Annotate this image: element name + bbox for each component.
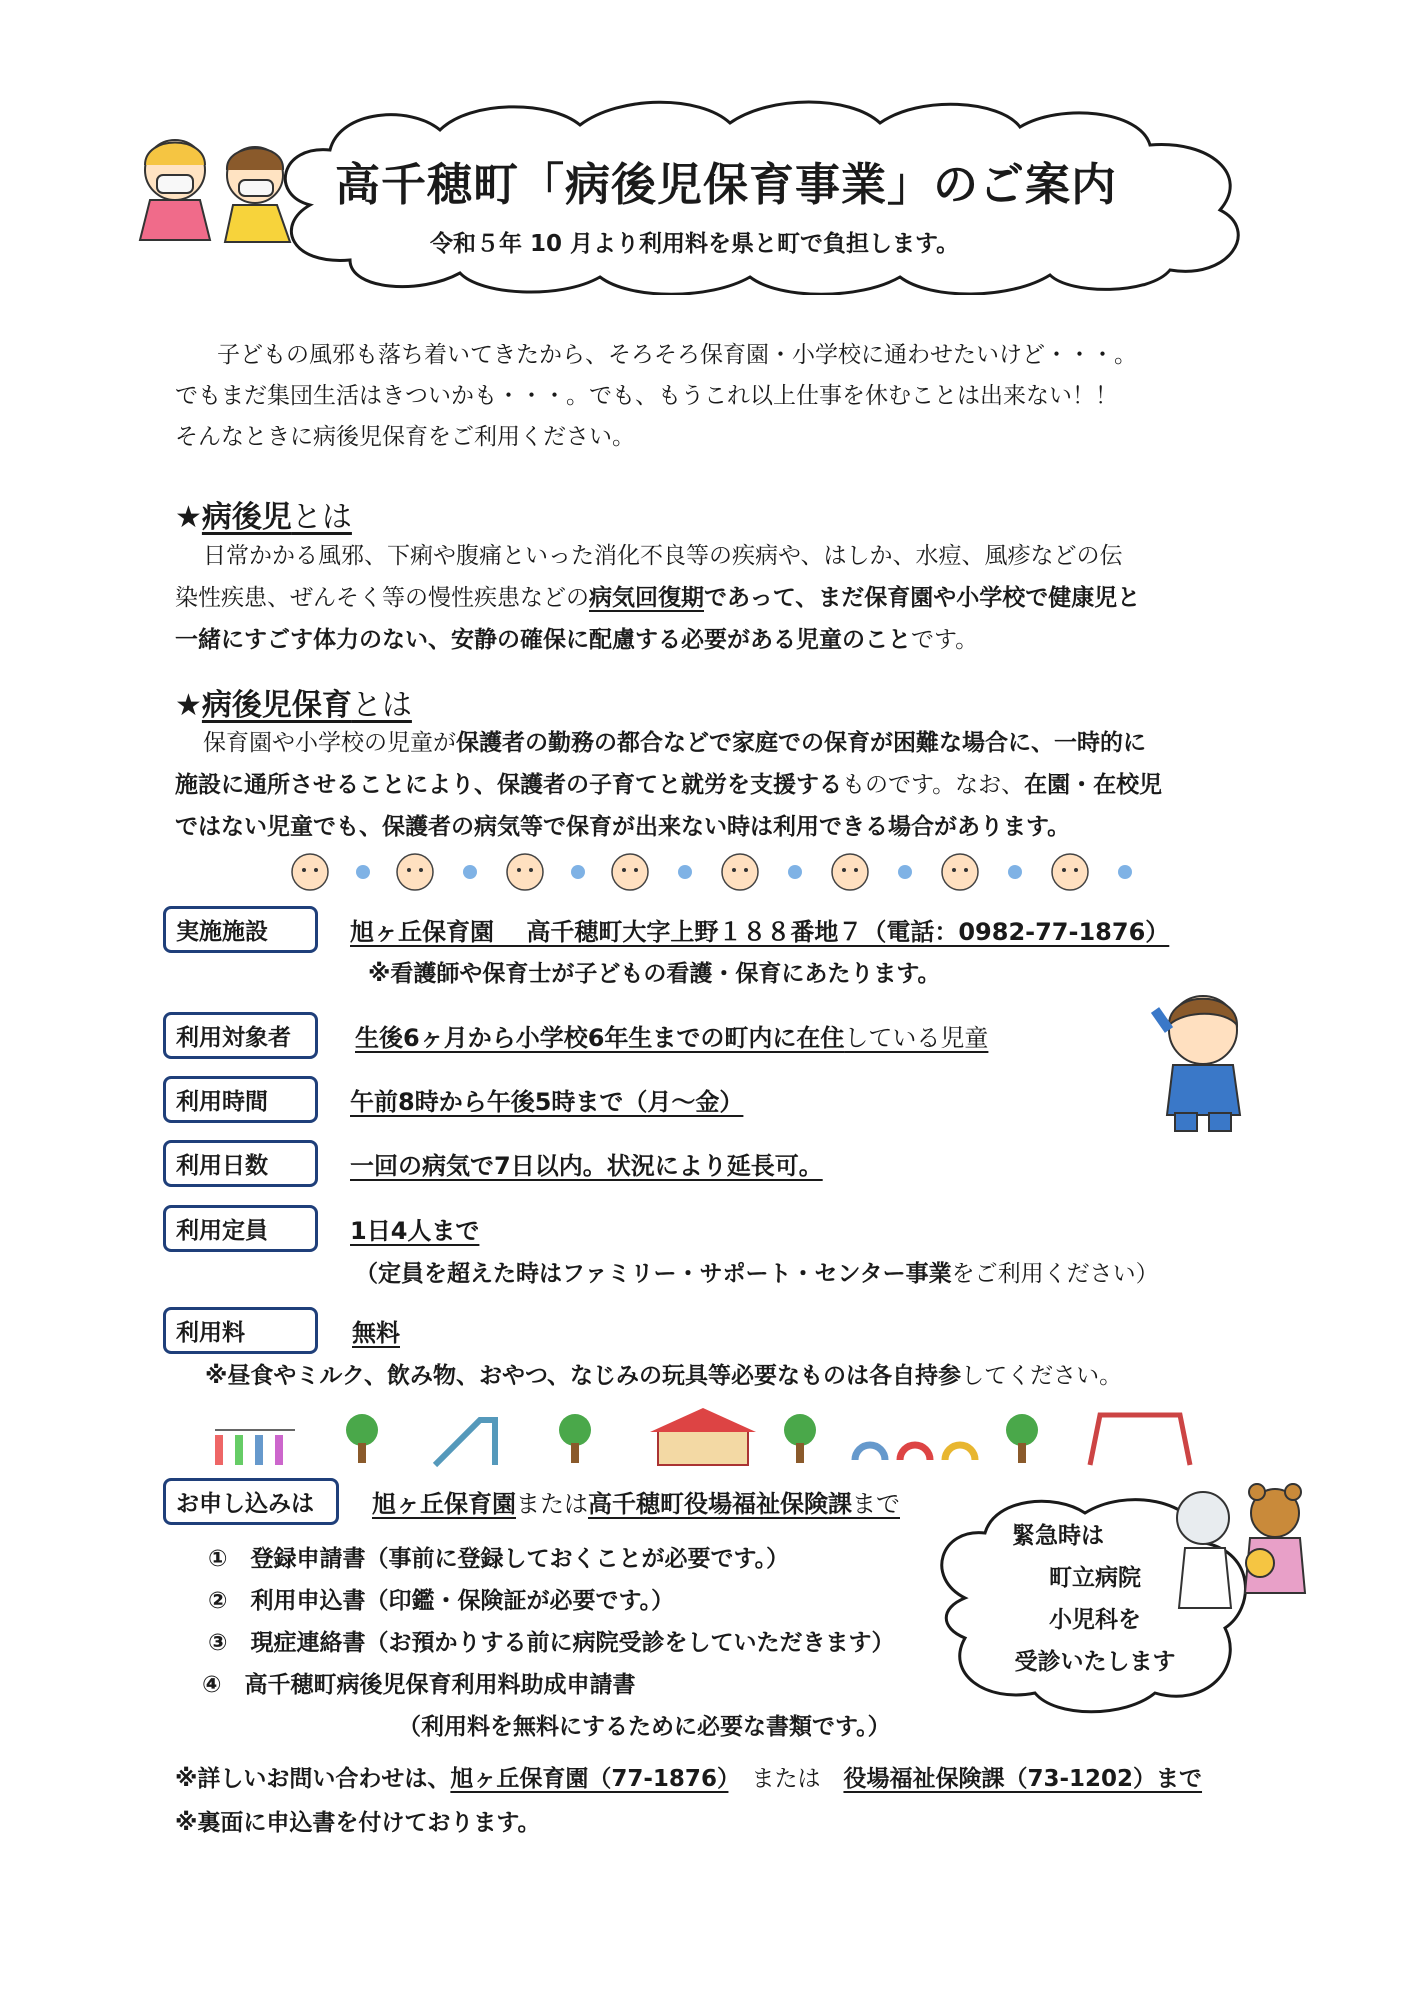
- list-item-note: （利用料を無料にするために必要な書類です。）: [398, 1714, 891, 1740]
- bubble-line: 小児科を: [1049, 1607, 1141, 1633]
- intro-paragraph: [175, 335, 1137, 458]
- text-span: ※昼食やミルク、飲み物、おやつ、なじみの玩具等必要なものは各自持参: [205, 1363, 962, 1389]
- capacity-value: 1日4人まで: [350, 1217, 480, 1245]
- text-span: してください。: [961, 1363, 1123, 1389]
- heading-rest: とは: [351, 688, 412, 723]
- faces-decoration-row: [285, 850, 1155, 895]
- text-span: 役場福祉保険課（73-1202）まで: [843, 1766, 1203, 1792]
- label-apply: お申し込みは: [163, 1478, 339, 1525]
- apply-orgs: [372, 1484, 900, 1519]
- heading-rest: とは: [291, 500, 352, 535]
- contact-line: [175, 1760, 1202, 1793]
- body-line: [175, 577, 1140, 619]
- heading-bold: 病後児保育: [201, 688, 352, 723]
- text-span: まで: [852, 1490, 900, 1518]
- text-span: 保護者の勤務の都合などで家庭での保育が困難な場合に、一時的に: [456, 730, 1146, 756]
- required-documents-list: [202, 1538, 895, 1748]
- bubble-line: 町立病院: [1049, 1565, 1141, 1591]
- text-span: または: [728, 1766, 844, 1792]
- label-days: 利用日数: [163, 1140, 318, 1187]
- text-span: をご利用ください）: [951, 1261, 1159, 1287]
- section2-body: [175, 722, 1162, 848]
- bubble-line: 受診いたします: [1014, 1649, 1176, 1675]
- fee-value: 無料: [352, 1319, 400, 1347]
- list-item: ② 利用申込書（印鑑・保険証が必要です。）: [208, 1588, 675, 1614]
- label-target: 利用対象者: [163, 1012, 318, 1059]
- section1-body: [175, 535, 1140, 661]
- text-span: （定員を超えた時はファミリー・サポート・センター事業: [355, 1261, 952, 1287]
- playground-decoration-row: [210, 1405, 1200, 1470]
- hours-value: 午前8時から午後5時まで（月～金）: [350, 1088, 744, 1116]
- page-title: 高千穂町「病後児保育事業」のご案内: [335, 158, 1118, 211]
- capacity-note: [355, 1255, 1159, 1288]
- target-value: [355, 1018, 988, 1053]
- text-span: であって、まだ保育園や小学校で健康児と: [704, 585, 1141, 611]
- list-item: ① 登録申請書（事前に登録しておくことが必要です。）: [208, 1546, 790, 1572]
- header-kids-illustration: [125, 130, 315, 250]
- facility-note: ※看護師や保育士が子どもの看護・保育にあたります。: [368, 961, 941, 987]
- page-subtitle: 令和５年 10 月より利用料を県と町で負担します。: [430, 231, 960, 257]
- heading-bold: 病後児: [201, 500, 292, 535]
- days-value: 一回の病気で7日以内。状況により延長可。: [350, 1152, 823, 1180]
- text-span: している児童: [844, 1024, 989, 1052]
- list-item: ③ 現症連絡書（お預かりする前に病院受診をしていただきます）: [208, 1630, 895, 1656]
- label-facility: 実施施設: [163, 906, 318, 953]
- text-span: 施設に通所させることにより、保護者の子育てと就労を支援する: [175, 772, 842, 798]
- bubble-line: 緊急時は: [1012, 1523, 1104, 1549]
- star-icon: ★: [175, 500, 202, 535]
- text-span: 旭ヶ丘保育園（77-1876）: [450, 1766, 729, 1792]
- doctor-bear-illustration: [1165, 1478, 1315, 1618]
- text-span: です。: [911, 627, 979, 653]
- boy-exercising-illustration: [1125, 985, 1275, 1135]
- intro-line: そんなときに病後児保育をご利用ください。: [175, 424, 635, 450]
- text-span: 保育園や小学校の児童が: [203, 730, 456, 756]
- facility-value: 旭ヶ丘保育園 高千穂町大字上野１８８番地７（電話：0982-77-1876）: [350, 918, 1170, 946]
- text-span: ※詳しいお問い合わせは、: [175, 1766, 451, 1792]
- emergency-bubble-text: [1000, 1515, 1190, 1683]
- label-hours: 利用時間: [163, 1076, 318, 1123]
- intro-line: 子どもの風邪も落ち着いてきたから、そろそろ保育園・小学校に通わせたいけど・・・。: [217, 342, 1137, 368]
- body-line: [175, 764, 1162, 806]
- star-icon: ★: [175, 688, 202, 723]
- text-span: 旭ヶ丘保育園: [372, 1490, 516, 1518]
- back-page-note: ※裏面に申込書を付けております。: [175, 1810, 541, 1836]
- text-span: ものです。なお、: [842, 772, 1025, 798]
- intro-line: でもまだ集団生活はきついかも・・・。でも、もうこれ以上仕事を休むことは出来ない！！: [175, 383, 1118, 409]
- fee-note: [205, 1357, 1122, 1390]
- label-fee: 利用料: [163, 1307, 318, 1354]
- text-span: 在園・在校児: [1024, 772, 1163, 798]
- body-line: 日常かかる風邪、下痢や腹痛といった消化不良等の疾病や、はしか、水痘、風疹などの伝: [203, 543, 1123, 569]
- text-span: 病気回復期: [589, 585, 704, 611]
- list-item: ④ 高千穂町病後児保育利用料助成申請書: [202, 1672, 636, 1698]
- text-span: 染性疾患、ぜんそく等の慢性疾患などの: [175, 585, 589, 611]
- body-line: [175, 619, 1140, 661]
- label-capacity: 利用定員: [163, 1205, 318, 1252]
- body-line: [175, 722, 1162, 764]
- body-line: ではない児童でも、保護者の病気等で保育が出来ない時は利用できる場合があります。: [175, 814, 1071, 840]
- text-span: または: [516, 1490, 588, 1518]
- section-heading-byogoji-hoiku: [175, 680, 412, 724]
- section-heading-byogoji: [175, 492, 352, 536]
- text-span: 一緒にすごす体力のない、安静の確保に配慮する必要がある児童のこと: [175, 627, 911, 653]
- text-span: 生後6ヶ月から小学校6年生までの町内に在住: [355, 1024, 845, 1052]
- text-span: 高千穂町役場福祉保険課: [588, 1490, 852, 1518]
